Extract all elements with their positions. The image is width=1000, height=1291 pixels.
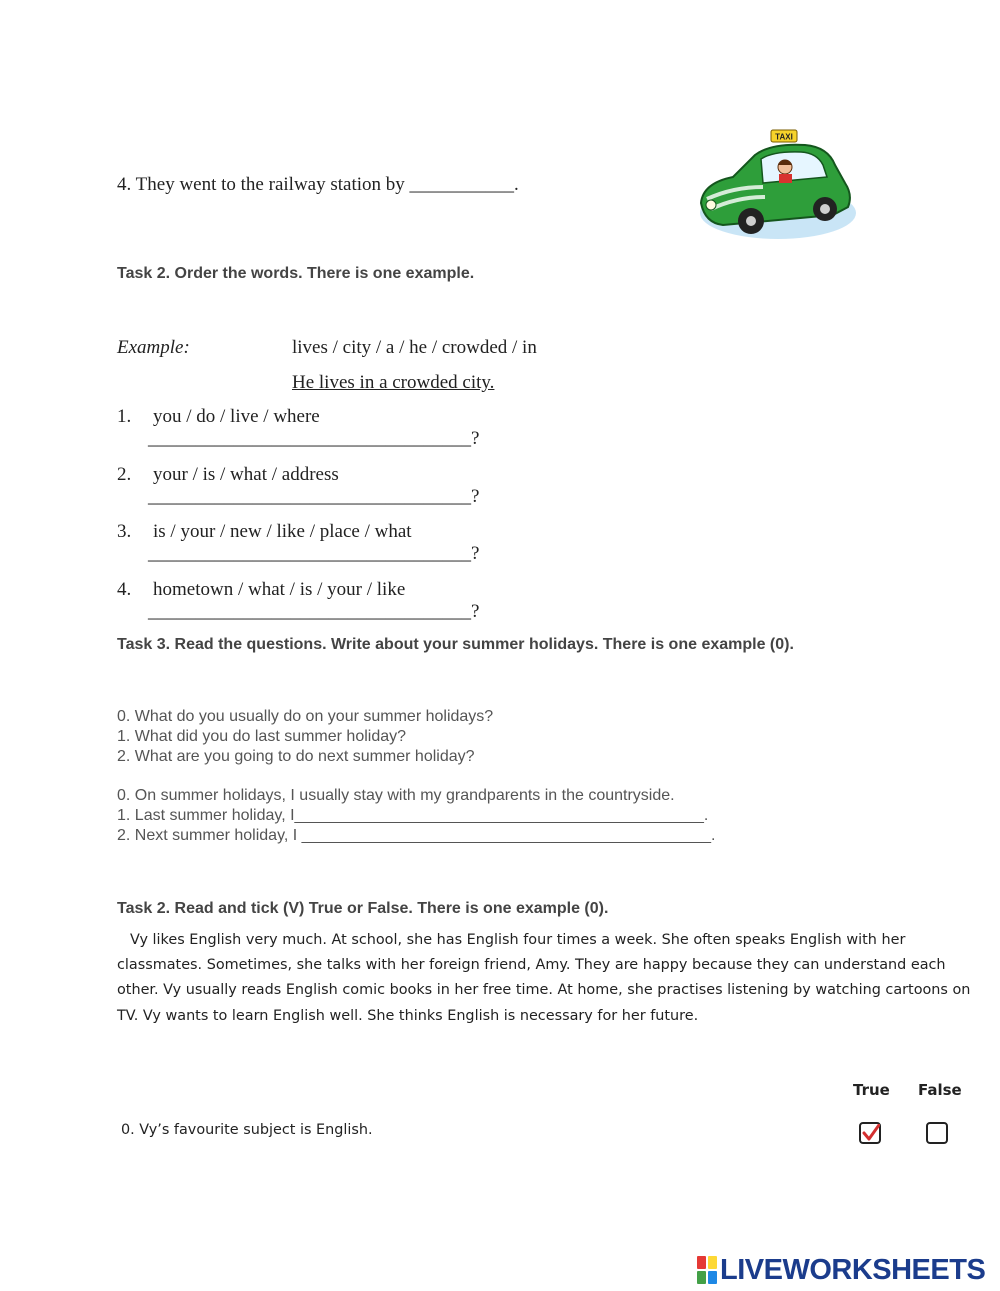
order-item-words: is / your / new / like / place / what: [153, 521, 412, 542]
order-item-answer-blank[interactable]: __________________________________?: [148, 486, 480, 507]
passage-line: TV. Vy wants to learn English well. She thinks English is necessary for her future.: [117, 1008, 699, 1024]
task3-heading: Task 3. Read the questions. Write about your summer holidays. There is one example (0).: [117, 636, 794, 653]
order-item-answer-blank[interactable]: __________________________________?: [148, 543, 480, 564]
example-words: lives / city / a / he / crowded / in: [292, 337, 537, 358]
order-item-answer-blank[interactable]: __________________________________?: [148, 601, 480, 622]
passage-line: Vy likes English very much. At school, she has English four times a week. She often speaks English with her: [130, 932, 906, 948]
task3-question: 1. What did you do last summer holiday?: [117, 728, 407, 745]
logo-text: LIVEWORKSHEETS: [720, 1253, 986, 1286]
order-item-number: 2.: [117, 464, 132, 485]
task3-question: 0. What do you usually do on your summer holidays?: [117, 708, 494, 725]
logo-blocks-icon: [697, 1256, 717, 1284]
order-item-words: you / do / live / where: [153, 406, 320, 427]
taxi-illustration: [693, 125, 858, 250]
order-item-number: 3.: [117, 521, 132, 542]
checkmark-icon: [862, 1124, 880, 1142]
task1-question-4: 4. They went to the railway station by ___________.: [117, 174, 519, 195]
task3-example-answer: 0. On summer holidays, I usually stay with my grandparents in the countryside.: [117, 787, 675, 804]
liveworksheets-logo: [697, 1255, 985, 1285]
example-label: Example:: [117, 337, 190, 358]
true-checkbox[interactable]: [859, 1122, 881, 1144]
svg-text:TAXI: TAXI: [775, 132, 793, 142]
order-item-number: 1.: [117, 406, 132, 427]
false-column-label: False: [918, 1081, 962, 1099]
passage-line: classmates. Sometimes, she talks with her foreign friend, Amy. They are happy because they can understand each: [117, 957, 946, 973]
task2-tf-heading: Task 2. Read and tick (V) True or False. There is one example (0).: [117, 900, 609, 917]
task3-answer-line[interactable]: 1. Last summer holiday, I______________________________________________.: [117, 807, 709, 824]
order-item-number: 4.: [117, 579, 132, 600]
example-answer: He lives in a crowded city.: [292, 372, 495, 393]
passage-line: other. Vy usually reads English comic books in her free time. At home, she practises listening by watching cartoons on: [117, 982, 971, 998]
task3-question: 2. What are you going to do next summer holiday?: [117, 748, 475, 765]
tf-statement: 0. Vy’s favourite subject is English.: [121, 1122, 373, 1138]
order-item-words: your / is / what / address: [153, 464, 339, 485]
false-checkbox[interactable]: [926, 1122, 948, 1144]
order-item-words: hometown / what / is / your / like: [153, 579, 406, 600]
true-column-label: True: [853, 1081, 890, 1099]
task2-order-heading: Task 2. Order the words. There is one example.: [117, 265, 475, 282]
order-item-answer-blank[interactable]: __________________________________?: [148, 428, 480, 449]
task3-answer-line[interactable]: 2. Next summer holiday, I ______________________________________________.: [117, 827, 716, 844]
